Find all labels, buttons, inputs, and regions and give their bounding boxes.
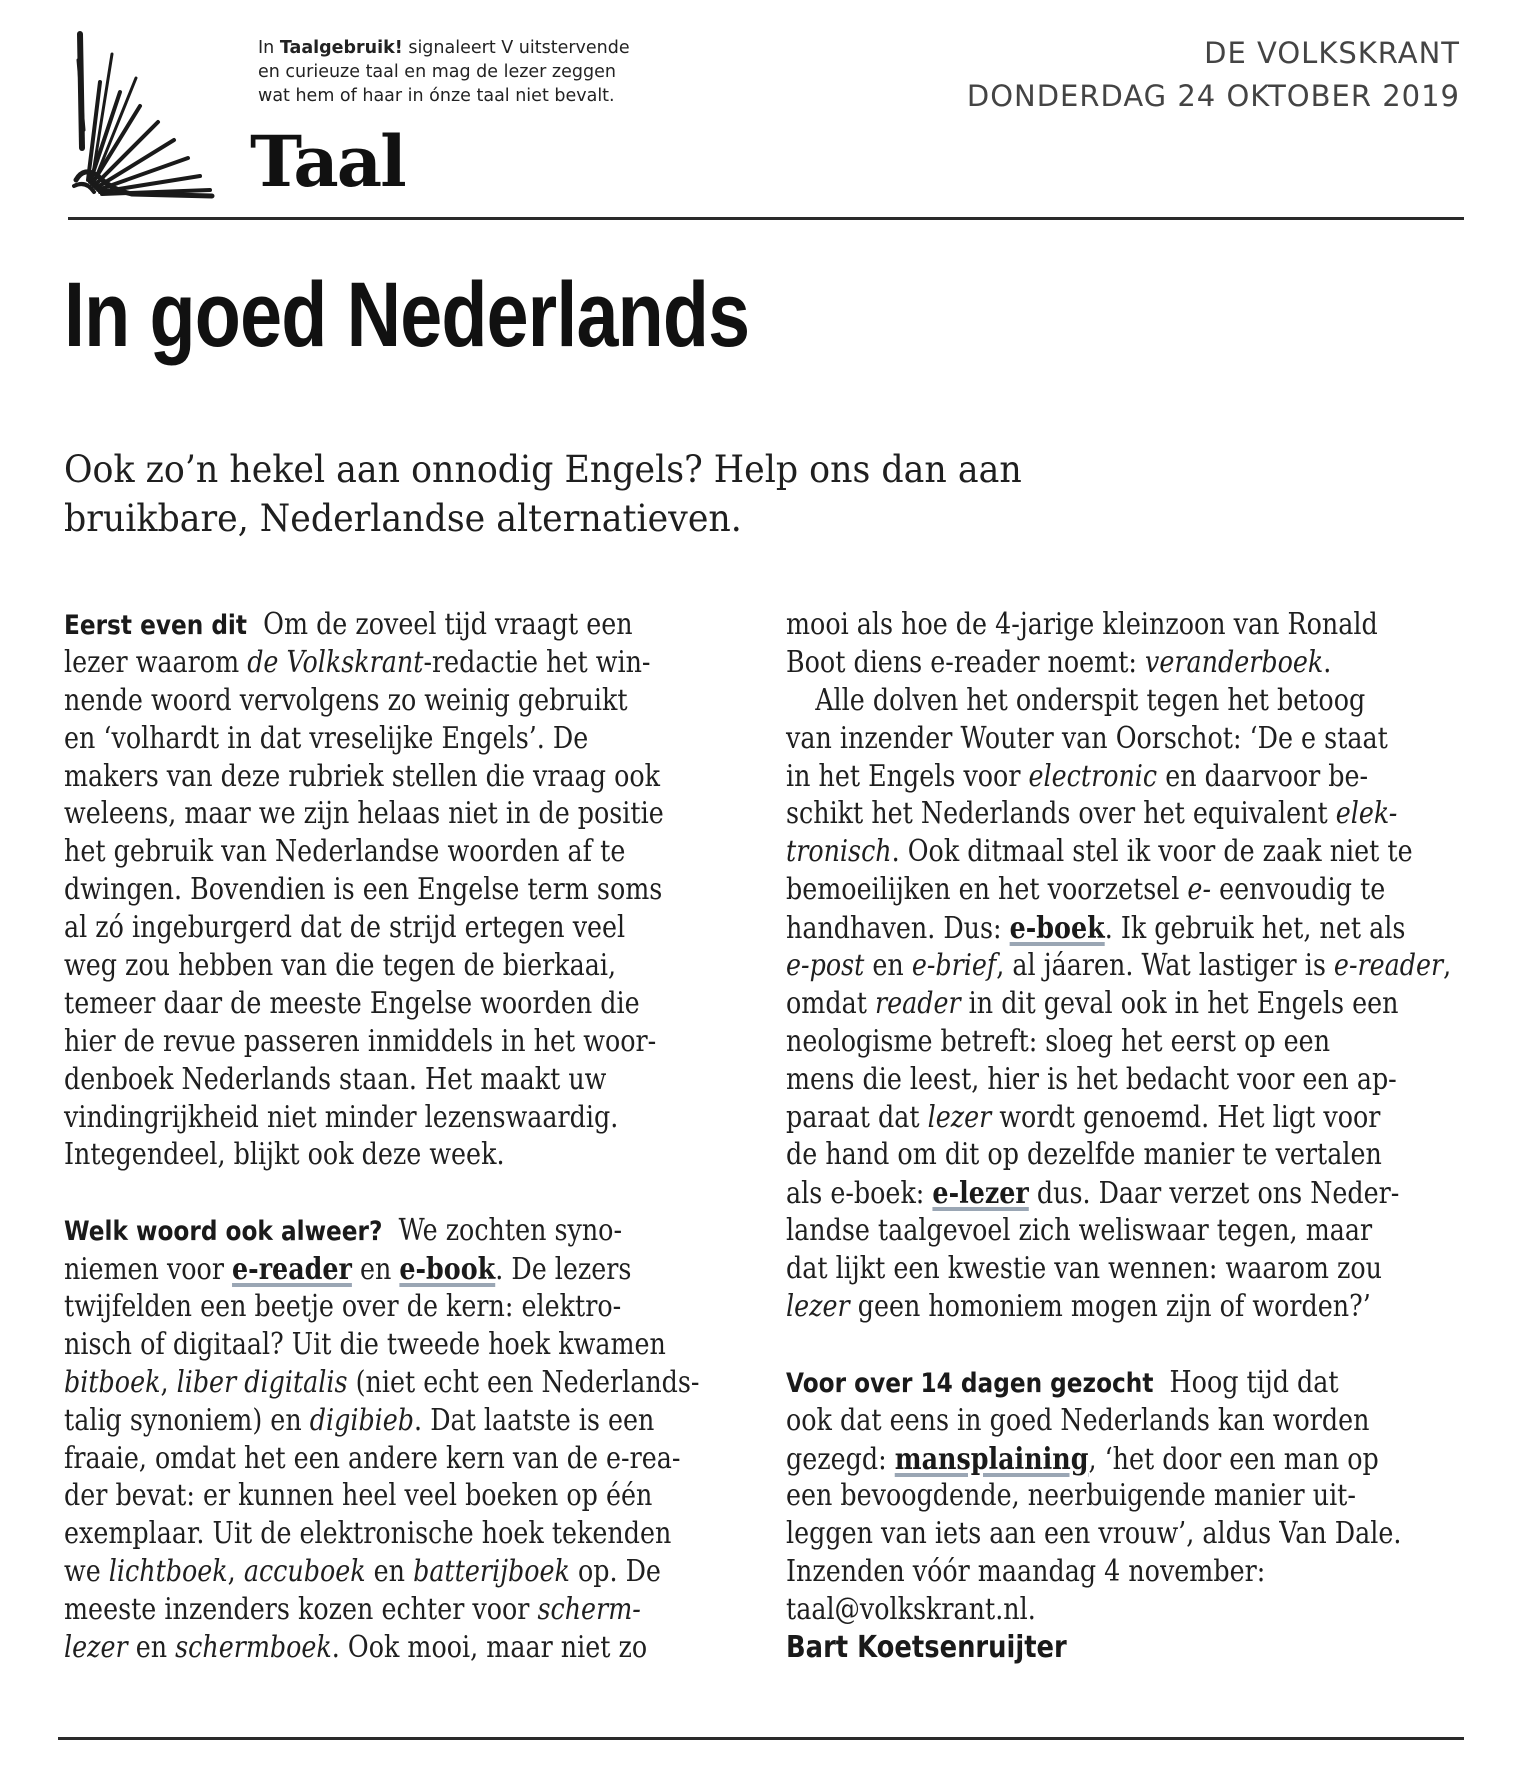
body-text: paraat dat — [786, 1099, 928, 1134]
body-text: Boot diens e-reader noemt: — [786, 644, 1146, 679]
body-line: leggen van iets aan een vrouw’, aldus Van Dale. — [786, 1516, 1402, 1551]
body-line: weleens, maar we zijn helaas niet in de positie — [64, 796, 664, 831]
body-italic: elek- — [1335, 796, 1398, 831]
body-line: vindingrijkheid niet minder lezenswaardig. — [64, 1099, 619, 1134]
section-title: Taal — [250, 120, 405, 203]
body-line: hier de revue passeren inmiddels in het woor- — [64, 1023, 657, 1058]
column-left — [64, 606, 700, 1667]
body-italic: de Volkskrant — [247, 644, 424, 679]
top-divider — [68, 217, 1464, 220]
body-text: en daarvoor be- — [1157, 758, 1369, 793]
body-italic: digibieb — [309, 1402, 415, 1437]
body-text: en — [127, 1630, 176, 1665]
body-italic: scherm- — [537, 1592, 641, 1627]
intro-bold-text: Taalgebruik! — [279, 38, 403, 58]
body-text: lezer waarom — [64, 644, 248, 679]
intro-text: In — [258, 38, 280, 58]
body-line: makers van deze rubriek stellen die vraag ook — [64, 758, 660, 793]
column-right — [786, 606, 1452, 1667]
body-italic: e-post — [786, 948, 865, 983]
body-text: op. De — [569, 1554, 661, 1589]
keyword: e-reader — [232, 1251, 352, 1287]
body-text: (niet echt een Nederlands- — [347, 1364, 700, 1399]
body-text: We zochten syno- — [398, 1213, 623, 1248]
subhead: Welk woord ook alweer? — [64, 1216, 383, 1248]
body-line: ook dat eens in goed Nederlands kan worden — [786, 1402, 1370, 1437]
issue-date: DONDERDAG 24 OKTOBER 2019 — [966, 79, 1460, 113]
body-italic: lezer — [786, 1289, 850, 1324]
body-text: schikt het Nederlands over het equivalent — [786, 796, 1336, 831]
body-text: meeste inzenders kozen echter voor — [64, 1592, 538, 1627]
body-line: Inzenden vóór maandag 4 november: — [786, 1554, 1266, 1589]
body-line: dwingen. Bovendien is een Engelse term soms — [64, 872, 663, 907]
body-text: geen homoniem mogen zijn of worden?’ — [849, 1289, 1371, 1324]
bottom-divider — [58, 1737, 1464, 1740]
body-line: der bevat: er kunnen heel veel boeken op één — [64, 1478, 653, 1513]
body-line: fraaie, omdat het een andere kern van de e-rea- — [64, 1440, 681, 1475]
body-italic: e-brief — [911, 948, 997, 983]
body-text: en — [365, 1554, 414, 1589]
keyword: e-boek — [1009, 910, 1105, 946]
body-line: mooi als hoe de 4-jarige kleinzoon van Ronald — [786, 607, 1378, 641]
body-text: in dit geval ook in het Engels een — [960, 985, 1399, 1020]
body-italic: schermboek — [175, 1630, 332, 1665]
body-text: . Dat laatste is een — [414, 1402, 655, 1437]
masthead — [967, 32, 1460, 118]
body-line: weg zou hebben van die tegen de bierkaai, — [64, 948, 617, 983]
body-line: de hand om dit op dezelfde manier te vertalen — [786, 1137, 1382, 1172]
body-italic: liber digitalis — [176, 1364, 348, 1399]
body-line: temeer daar de meeste Engelse woorden die — [64, 985, 640, 1020]
body-italic: accuboek — [243, 1554, 366, 1589]
body-text: niemen voor — [64, 1252, 233, 1287]
body-text: Om de zoveel tijd vraagt een — [263, 607, 633, 641]
body-italic: electronic — [1028, 758, 1158, 793]
body-text: bemoeilijken en het voorzetsel — [786, 872, 1188, 907]
body-text: , — [160, 1364, 177, 1399]
contact-email: taal@volkskrant.nl. — [786, 1592, 1036, 1627]
body-italic: tronisch — [786, 834, 892, 869]
newspaper-name: DE VOLKSKRANT — [1204, 36, 1460, 70]
author-byline: Bart Koetsenruijter — [786, 1630, 1067, 1666]
keyword: e-book — [399, 1251, 496, 1287]
body-line: al zó ingeburgerd dat de strijd ertegen veel — [64, 910, 626, 945]
body-text: eenvoudig te — [1211, 872, 1386, 907]
body-text: als e-boek: — [786, 1176, 933, 1211]
body-text: en — [351, 1252, 400, 1287]
body-italic: lichtboek — [108, 1554, 228, 1589]
body-text: handhaven. Dus: — [786, 911, 1010, 946]
lead-paragraph — [64, 445, 1098, 543]
body-line: neologisme betreft: sloeg het eerst op een — [786, 1023, 1331, 1058]
body-text: gezegd: — [786, 1441, 895, 1476]
body-line: landse taalgevoel zich weliswaar tegen, maar — [786, 1213, 1373, 1248]
body-line: exemplaar. Uit de elektronische hoek tekenden — [64, 1516, 672, 1551]
headline: In goed Nederlands — [64, 264, 750, 366]
body-text: , — [1443, 948, 1452, 983]
body-text: , ‘het door een man op — [1088, 1441, 1379, 1476]
body-line: Integendeel, blijkt ook deze week. — [64, 1137, 505, 1172]
body-line: nisch of digitaal? Uit die tweede hoek kwamen — [64, 1326, 666, 1361]
body-text: wordt genoemd. Het ligt voor — [991, 1099, 1381, 1134]
body-text: . De lezers — [495, 1252, 632, 1287]
body-text: dus. Daar verzet ons Neder- — [1028, 1176, 1400, 1211]
body-text: . Ik gebruik het, net als — [1104, 911, 1406, 946]
open-book-logo-icon — [72, 30, 247, 202]
body-text: . Ook mooi, maar niet zo — [331, 1630, 648, 1665]
body-line: het gebruik van Nederlandse woorden af te — [64, 834, 626, 869]
body-line: Alle dolven het onderspit tegen het betoog — [815, 682, 1366, 717]
subhead: Eerst even dit — [64, 610, 248, 641]
lead-line: Ook zo’n hekel aan onnodig Engels? Help ons dan aan — [64, 448, 1022, 491]
lead-line: bruikbare, Nederlandse alternatieven. — [64, 497, 742, 540]
intro-text: wat hem of haar in ónze taal niet bevalt. — [258, 86, 615, 106]
intro-text: en curieuze taal en mag de lezer zeggen — [258, 62, 616, 82]
body-text: omdat — [786, 985, 875, 1020]
body-italic: e- — [1187, 872, 1212, 907]
body-italic: reader — [874, 985, 961, 1020]
body-text: , — [227, 1554, 244, 1589]
body-text: talig synoniem) en — [64, 1402, 310, 1437]
body-line: twijfelden een beetje over de kern: elektro- — [64, 1289, 622, 1324]
body-text: , al jáaren. Wat lastiger is — [996, 948, 1334, 983]
body-line: nende woord vervolgens zo weinig gebruikt — [64, 682, 628, 717]
body-text: . — [1323, 644, 1332, 679]
body-line: en ‘volhardt in dat vreselijke Engels’. De — [64, 720, 589, 755]
body-italic: lezer — [927, 1099, 992, 1134]
intro-text: signaleert V uitstervende — [402, 38, 630, 58]
keyword: mansplaining — [894, 1440, 1089, 1476]
body-italic: e-reader — [1333, 948, 1444, 983]
body-italic: veranderboek — [1145, 644, 1324, 679]
body-line: denboek Nederlands staan. Het maakt uw — [64, 1061, 607, 1096]
body-line: dat lijkt een kwestie van wennen: waarom zou — [786, 1251, 1383, 1286]
body-text: -redactie het win- — [423, 644, 651, 679]
body-line: mens die leest, hier is het bedacht voor een ap- — [786, 1061, 1397, 1096]
body-text: . Ook ditmaal stel ik voor de zaak niet te — [891, 834, 1413, 869]
body-italic: batterijboek — [413, 1554, 570, 1589]
body-text: in het Engels voor — [786, 758, 1029, 793]
body-text: Hoog tijd dat — [1169, 1364, 1339, 1399]
keyword: e-lezer — [932, 1175, 1029, 1211]
body-italic: lezer — [64, 1630, 128, 1665]
body-text: we — [64, 1554, 109, 1589]
body-line: van inzender Wouter van Oorschot: ‘De e staat — [786, 720, 1388, 755]
subhead: Voor over 14 dagen gezocht — [786, 1367, 1154, 1399]
body-italic: bitboek — [64, 1364, 161, 1399]
section-intro — [258, 36, 678, 108]
body-line: een bevoogdende, neerbuigende manier uit- — [786, 1478, 1356, 1513]
body-text: en — [864, 948, 912, 983]
